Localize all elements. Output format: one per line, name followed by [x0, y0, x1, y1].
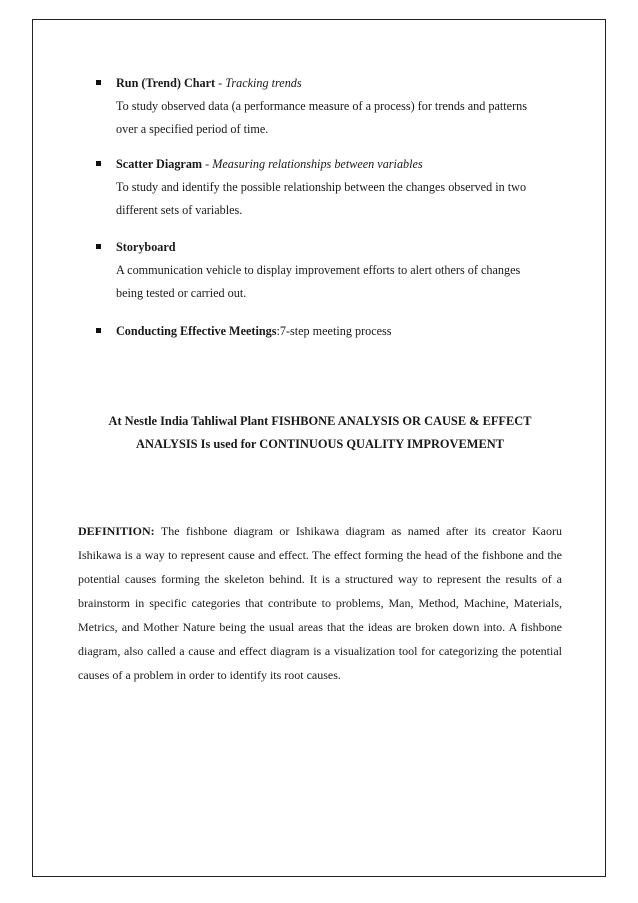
definition-label: DEFINITION:: [78, 524, 155, 538]
bullet-text-line: To study observed data (a performance measure of a process) for trends and patterns: [116, 99, 527, 113]
bullet-storyboard: [95, 236, 565, 305]
bullet-text-line: To study and identify the possible relationship between the changes observed in two: [116, 180, 527, 194]
heading-line-2: ANALYSIS Is used for CONTINUOUS QUALITY IMPROVEMENT: [136, 437, 504, 451]
bullet-title-line: [95, 236, 565, 259]
bullet-title: Scatter Diagram: [116, 157, 203, 171]
section-heading: [60, 410, 580, 456]
square-bullet-icon: [96, 80, 101, 85]
bullet-effective-meetings: [95, 320, 565, 343]
bullet-text-line: different sets of variables.: [116, 203, 243, 217]
bullet-title: Run (Trend) Chart: [116, 76, 216, 90]
square-bullet-icon: [96, 161, 101, 166]
bullet-scatter-diagram: [95, 153, 565, 222]
square-bullet-icon: [96, 244, 101, 249]
bullet-run-chart: [95, 72, 565, 141]
bullet-title: Storyboard: [116, 240, 176, 254]
definition-text: The fishbone diagram or Ishikawa diagram as named after its creator Kaoru Ishikawa is a way to represent cause and effect. The effect forming the head of the fishbone and the potential causes forming the skeleton behind. It is a structured way to represent the results of a brainstorm in specific categories that contribute to problems, Man, Method, Machine, Materials, Metrics, and Mother Nature being the usual areas that the ideas are broken down into. A fishbone diagram, also called a cause and effect diagram is a visualization tool for categorizing the potential causes of a problem in order to identify its root causes.: [78, 524, 562, 682]
definition-paragraph: [78, 519, 562, 687]
bullet-subtitle: - Tracking trends: [215, 76, 302, 90]
bullet-subtitle: :7-step meeting process: [276, 324, 392, 338]
bullet-subtitle: - Measuring relationships between variables: [202, 157, 423, 171]
bullet-text-line: over a specified period of time.: [116, 122, 269, 136]
bullet-title-line: [95, 72, 565, 95]
bullet-title-line: [95, 153, 565, 176]
bullet-title-line: [95, 320, 565, 343]
bullet-text-line: being tested or carried out.: [116, 286, 247, 300]
bullet-title: Conducting Effective Meetings: [116, 324, 277, 338]
square-bullet-icon: [96, 328, 101, 333]
heading-line-1: At Nestle India Tahliwal Plant FISHBONE ANALYSIS OR CAUSE & EFFECT: [108, 414, 532, 428]
bullet-text-line: A communication vehicle to display improvement efforts to alert others of changes: [116, 263, 521, 277]
